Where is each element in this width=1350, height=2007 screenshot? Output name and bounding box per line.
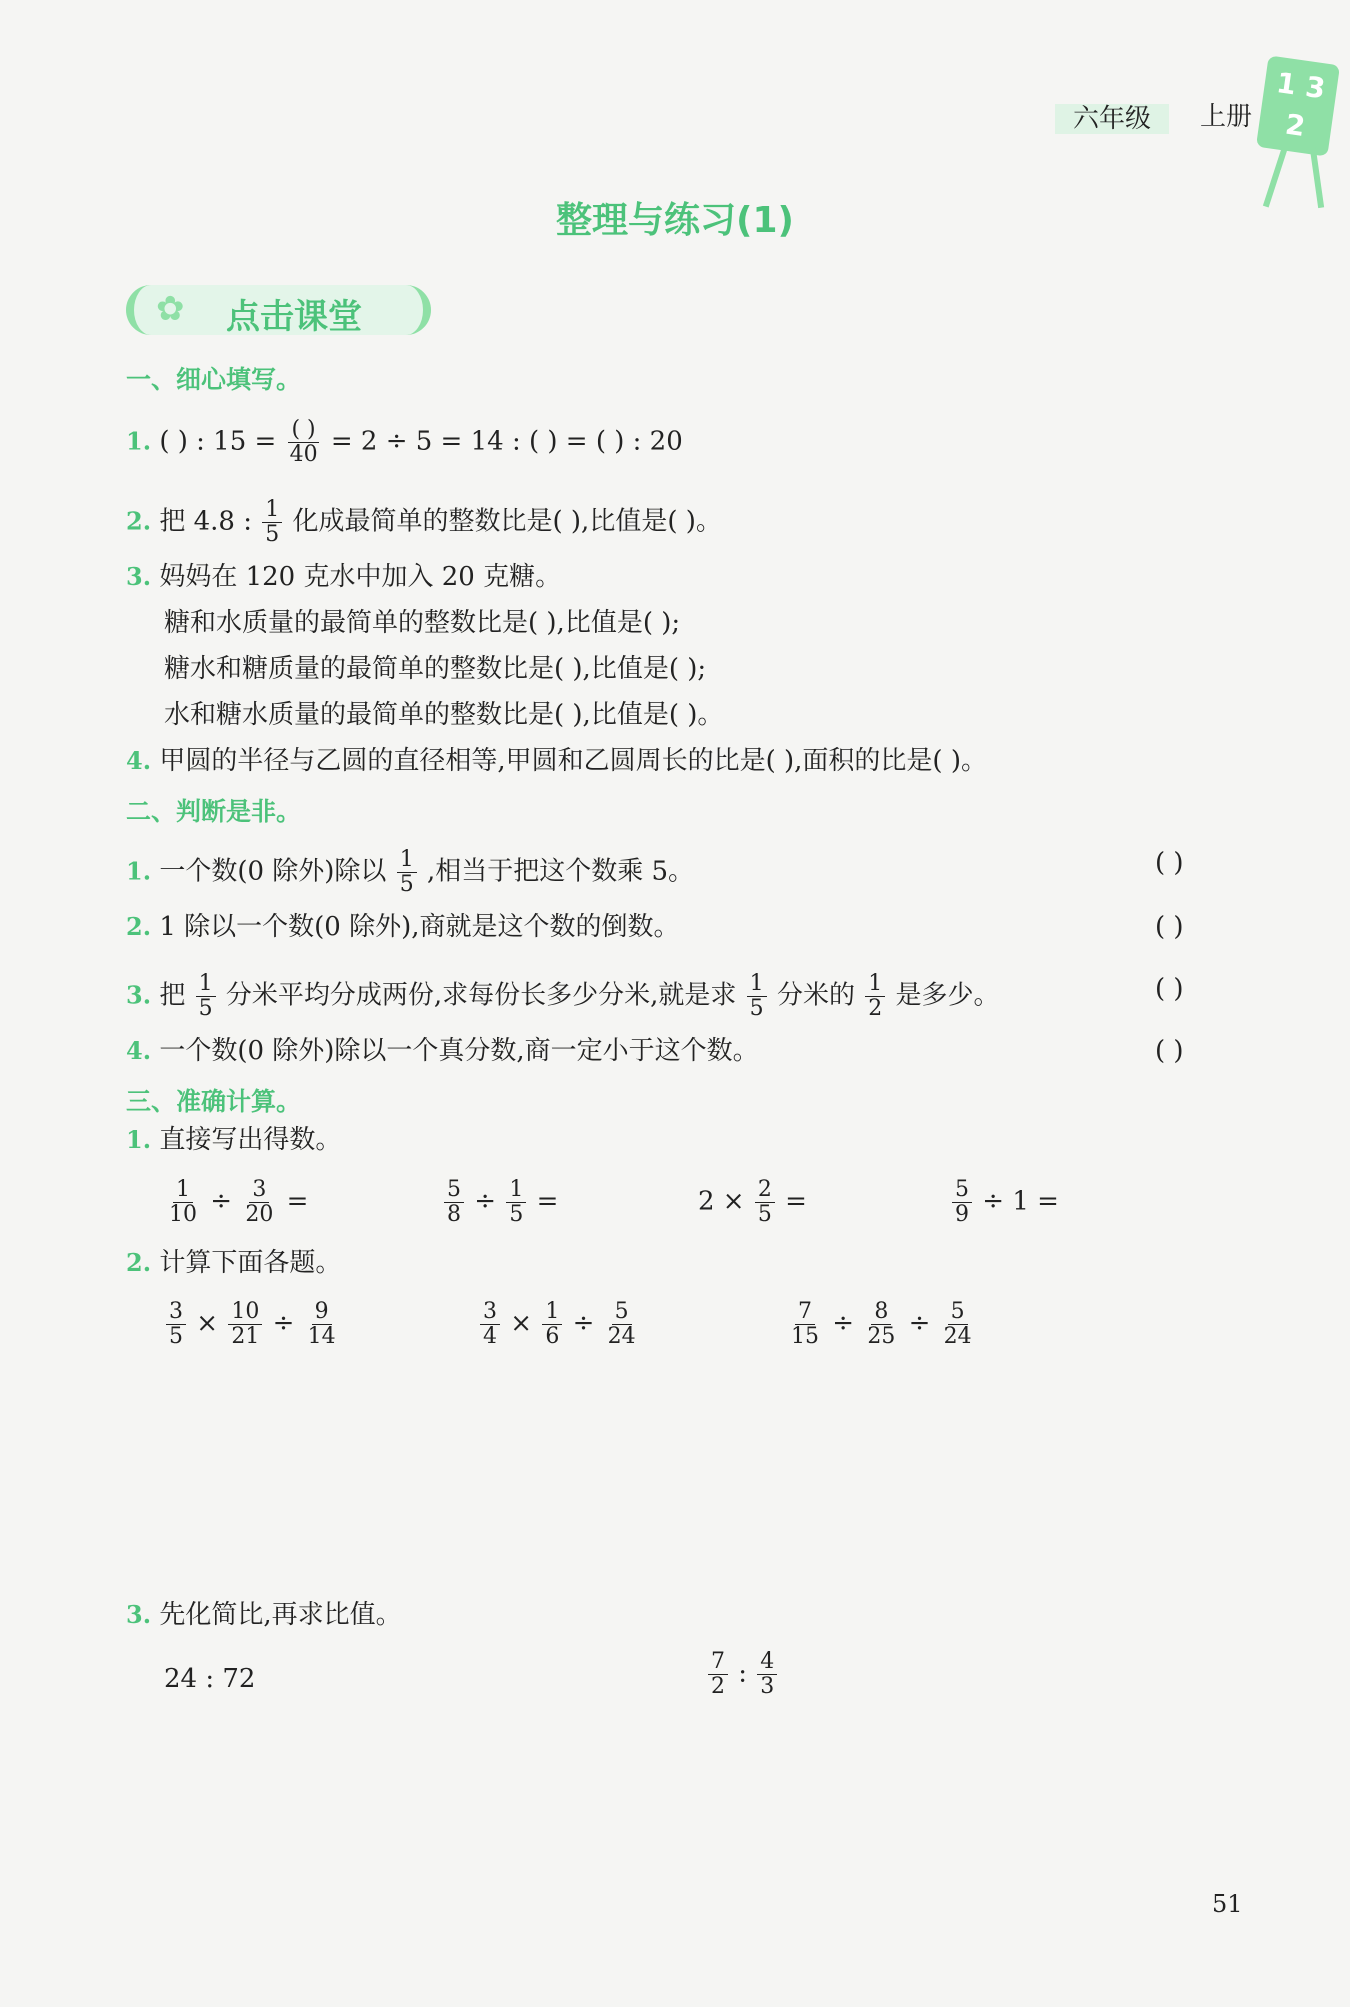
numerator: 1: [506, 1178, 526, 1203]
calc-q2-expr-1: [164, 1300, 341, 1349]
numerator: 8: [871, 1300, 891, 1325]
fill-q1-text-2: = 2 ÷ 5 = 14 : ( ) = ( ) : 20: [330, 426, 683, 457]
grade-label: [1055, 98, 1169, 135]
grade-text: 六年级: [1055, 104, 1169, 134]
numerator: 1: [747, 972, 767, 997]
calc-q1-expr-4: [950, 1178, 1059, 1227]
judge-q1-text-2: ,相当于把这个数乘 5。: [426, 856, 695, 887]
denominator: 5: [198, 996, 213, 1021]
butterfly-icon: ✿: [156, 289, 185, 329]
numerator: 10: [228, 1300, 262, 1325]
section-banner: [126, 285, 431, 335]
operator: ÷: [908, 1308, 931, 1339]
numerator: 2: [755, 1178, 775, 1203]
fraction: [166, 1178, 200, 1227]
denominator: 5: [169, 1324, 183, 1349]
page-title: 整理与练习(1): [556, 200, 794, 241]
fill-q3: [126, 562, 561, 592]
numerator: ( ): [288, 418, 318, 443]
question-number: 1.: [126, 856, 152, 886]
denominator: 14: [307, 1324, 336, 1349]
question-number: 2.: [126, 1248, 152, 1277]
fraction: [757, 1650, 777, 1699]
fraction: [708, 1650, 728, 1699]
section-heading-fill: 一、细心填写。: [126, 365, 302, 394]
fill-q3-line-2: 糖水和糖质量的最简单的整数比是( ),比值是( );: [164, 654, 707, 684]
denominator: 40: [289, 442, 318, 467]
fraction: [287, 418, 321, 467]
banner-text: 点击课堂: [226, 297, 362, 337]
numerator: 1: [865, 972, 885, 997]
judge-q1-text-1: 一个数(0 除外)除以: [159, 856, 387, 887]
denominator: 5: [749, 996, 764, 1021]
judge-q3-text-1: 把: [159, 980, 186, 1011]
operator: :: [738, 1658, 748, 1689]
calc-q1-expr-1: [164, 1178, 308, 1227]
numerator: 1: [196, 972, 216, 997]
question-number: 2.: [126, 912, 152, 941]
judge-q3-text-3: 分米的: [776, 980, 855, 1011]
calc-q2-expr-3: [786, 1300, 977, 1349]
judge-q3: [126, 972, 1000, 1021]
fraction: [506, 1178, 526, 1227]
section-heading-judge: 二、判断是非。: [126, 797, 302, 826]
denominator: 4: [483, 1324, 497, 1349]
judge-q3-text-4: 是多少。: [895, 980, 1000, 1011]
denominator: 24: [943, 1324, 972, 1349]
fill-q3-line-1: 糖和水质量的最简单的整数比是( ),比值是( );: [164, 608, 681, 638]
fraction: [952, 1178, 972, 1227]
denominator: 10: [169, 1202, 197, 1227]
numerator: 5: [444, 1178, 464, 1203]
numerator: 4: [757, 1650, 777, 1675]
fill-q1-text-1: ( ) : 15 =: [159, 426, 277, 457]
denominator: 5: [509, 1202, 524, 1227]
fraction: [305, 1300, 339, 1349]
denominator: 25: [867, 1324, 896, 1349]
numerator: 9: [312, 1300, 332, 1325]
answer-paren: ( ): [1155, 912, 1184, 942]
question-number: 4.: [126, 746, 152, 775]
denominator: 20: [245, 1202, 274, 1227]
denominator: 2: [868, 996, 883, 1021]
fill-q4-text: 甲圆的半径与乙圆的直径相等,甲圆和乙圆周长的比是( ),面积的比是( )。: [159, 746, 987, 776]
page-number: 51: [1212, 1890, 1243, 1918]
denominator: 15: [791, 1324, 819, 1349]
denominator: 2: [711, 1674, 725, 1699]
fill-q2-text-1: 把 4.8 :: [159, 506, 252, 537]
numerator: 1: [542, 1300, 562, 1325]
fraction: [196, 972, 216, 1021]
calc-q1-text: 直接写出得数。: [159, 1125, 342, 1155]
equals: =: [536, 1186, 559, 1217]
fill-q4: [126, 746, 987, 776]
judge-q2: [126, 912, 680, 942]
denominator: 9: [955, 1202, 969, 1227]
fraction: [262, 498, 282, 547]
question-number: 4.: [126, 1036, 152, 1065]
operator: ÷: [832, 1308, 855, 1339]
question-number: 1.: [126, 1125, 152, 1154]
numerator: 3: [249, 1178, 269, 1203]
fraction: [788, 1300, 822, 1349]
section-heading-calc: 三、准确计算。: [126, 1087, 302, 1116]
fill-q2: [126, 498, 722, 547]
badge-digits: 1 3 2: [1274, 65, 1328, 144]
denominator: 8: [447, 1202, 461, 1227]
fraction: [228, 1300, 262, 1349]
calc-q1-expr-2: [442, 1178, 558, 1227]
fraction: [242, 1178, 276, 1227]
numerator: 7: [795, 1300, 815, 1325]
judge-q2-text: 1 除以一个数(0 除外),商就是这个数的倒数。: [159, 912, 680, 942]
question-number: 1.: [126, 426, 152, 456]
judge-q4: [126, 1036, 759, 1066]
question-number: 3.: [126, 980, 152, 1010]
equals: =: [785, 1186, 807, 1217]
calc-q1: [126, 1125, 341, 1155]
fill-q1: [126, 418, 683, 467]
denominator: 5: [265, 522, 280, 547]
fraction: [166, 1300, 186, 1349]
operator: ÷: [272, 1308, 295, 1339]
fraction: [755, 1178, 775, 1227]
denominator: 21: [231, 1324, 260, 1349]
calc-q3-expr-2: [706, 1650, 779, 1699]
fill-q3-text: 妈妈在 120 克水中加入 20 克糖。: [159, 562, 562, 592]
operator: ×: [196, 1308, 219, 1339]
calc-q3-expr-1: 24 : 72: [164, 1664, 256, 1694]
numerator: 5: [952, 1178, 972, 1203]
calc-q2-expr-2: [478, 1300, 641, 1349]
fraction: [542, 1300, 562, 1349]
fraction: [397, 848, 417, 897]
calc-q3: [126, 1600, 402, 1630]
judge-q4-text: 一个数(0 除外)除以一个真分数,商一定小于这个数。: [159, 1036, 759, 1066]
numerator: 1: [397, 848, 417, 873]
answer-paren: ( ): [1155, 848, 1184, 878]
operator: ÷: [572, 1308, 595, 1339]
operator: 2 ×: [698, 1186, 745, 1217]
fill-q3-line-3: 水和糖水质量的最简单的整数比是( ),比值是( )。: [164, 700, 724, 730]
question-number: 2.: [126, 506, 152, 536]
fraction: [480, 1300, 500, 1349]
equals: =: [286, 1186, 309, 1217]
denominator: 24: [607, 1324, 636, 1349]
judge-q1: [126, 848, 694, 897]
badge-icon: [1256, 55, 1340, 156]
fraction: [605, 1300, 639, 1349]
numerator: 1: [262, 498, 282, 523]
volume-label: 上册: [1200, 102, 1253, 132]
calc-q1-expr-3: [698, 1178, 807, 1227]
operator: ÷: [474, 1186, 497, 1217]
numerator: 7: [708, 1650, 728, 1675]
fill-q2-text-2: 化成最简单的整数比是( ),比值是( )。: [292, 506, 722, 537]
calc-q2-text: 计算下面各题。: [159, 1248, 342, 1278]
answer-paren: ( ): [1155, 974, 1184, 1004]
fraction: [444, 1178, 464, 1227]
numerator: 3: [166, 1300, 186, 1325]
fraction: [747, 972, 767, 1021]
fraction: [864, 1300, 898, 1349]
numerator: 1: [173, 1178, 193, 1203]
operator: ÷: [210, 1186, 233, 1217]
question-number: 3.: [126, 562, 152, 591]
denominator: 5: [757, 1202, 772, 1227]
operator: ×: [510, 1308, 533, 1339]
calc-q2: [126, 1248, 341, 1278]
numerator: 3: [480, 1300, 500, 1325]
denominator: 5: [399, 872, 414, 897]
fraction: [941, 1300, 975, 1349]
fraction: [865, 972, 885, 1021]
numerator: 5: [612, 1300, 632, 1325]
numerator: 5: [948, 1300, 968, 1325]
calc-q3-text: 先化简比,再求比值。: [159, 1600, 402, 1630]
judge-q3-text-2: 分米平均分成两份,求每份长多少分米,就是求: [225, 980, 737, 1011]
question-number: 3.: [126, 1600, 152, 1629]
denominator: 3: [760, 1674, 775, 1699]
answer-paren: ( ): [1155, 1036, 1184, 1066]
denominator: 6: [545, 1324, 560, 1349]
operator: ÷ 1 =: [982, 1186, 1059, 1217]
